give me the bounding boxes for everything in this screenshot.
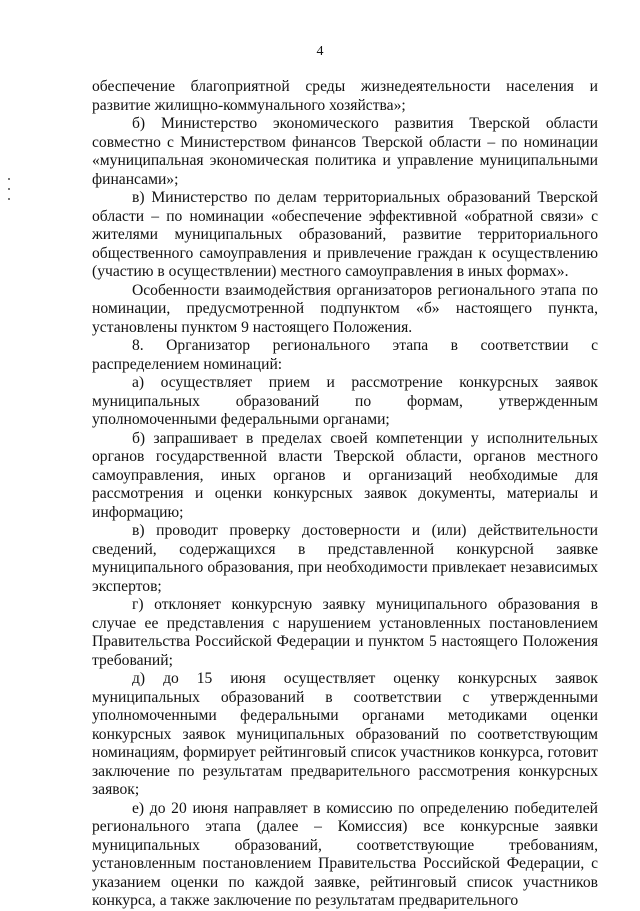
scan-margin-mark: [8, 198, 10, 200]
document-body: [92, 78, 598, 911]
paragraph-features: Особенности взаимодействия организаторов регионального этапа по номинации, предусмотренной подпунктом «б» настоящего пункта, установлены пунктом 9 настоящего Положения.: [92, 281, 598, 336]
paragraph-item-g: г) отклоняет конкурсную заявку муниципального образования в случае ее представления с нарушением установленных постановлением Правительства Российской Федерации и пунктом 5 настоящего Положения требований;: [92, 596, 598, 669]
paragraph-item-a: а) осуществляет прием и рассмотрение конкурсных заявок муниципальных образований по формам, утвержденным уполномоченными федеральными органами;: [92, 374, 598, 428]
paragraph-item-d: д) до 15 июня осуществляет оценку конкурсных заявок муниципальных образований в соответствии с утвержденными уполномоченными федеральными органами методиками оценки конкурсных заявок муниципальных образований по соответствующим номинациям, формирует рейтинговый список участников конкурса, готовит заключение по результатам предварительного рассмотрения конкурсных заявок;: [92, 670, 598, 798]
scan-margin-mark: [8, 178, 10, 180]
paragraph-item-e: е) до 20 июня направляет в комиссию по определению победителей регионального этапа (далее – Комиссия) все конкурсные заявки муниципальных образований, соответствующие требованиям, установленным постановлением Правительства Российской Федерации, с указанием оценки по каждой заявке, рейтинговый список участников конкурса, а также заключение по результатам предварительного: [92, 799, 598, 909]
page-number: 4: [316, 44, 324, 59]
paragraph-item-v2: в) проводит проверку достоверности и (или) действительности сведений, содержащихся в представленной конкурсной заявке муниципального образования, при необходимости привлекает независимых экспертов;: [92, 522, 598, 595]
paragraph-item-v: в) Министерство по делам территориальных образований Тверской области – по номинации «обеспечение эффективной «обратной связи» с жителями муниципальных образований, развитие территориального общественного самоуправления и привлечение граждан к осуществлению (участию в осуществлении) местного самоуправления в иных формах».: [92, 189, 598, 280]
paragraph-section-8: 8. Организатор регионального этапа в соответствии с распределением номинаций:: [92, 337, 598, 373]
paragraph-continuation: обеспечение благоприятной среды жизнедеятельности населения и развитие жилищно-коммунального хозяйства»;: [92, 78, 598, 114]
scan-margin-mark: [8, 188, 10, 190]
paragraph-item-b: б) Министерство экономического развития Тверской области совместно с Министерством финансов Тверской области – по номинации «муниципальная экономическая политика и управление муниципальными финансами»;: [92, 115, 598, 188]
paragraph-item-b2: б) запрашивает в пределах своей компетенции у исполнительных органов государственной власти Тверской области, органов местного самоуправления, иных органов и организаций необходимые для рассмотрения и оценки конкурсных заявок документы, материалы и информацию;: [92, 429, 598, 521]
